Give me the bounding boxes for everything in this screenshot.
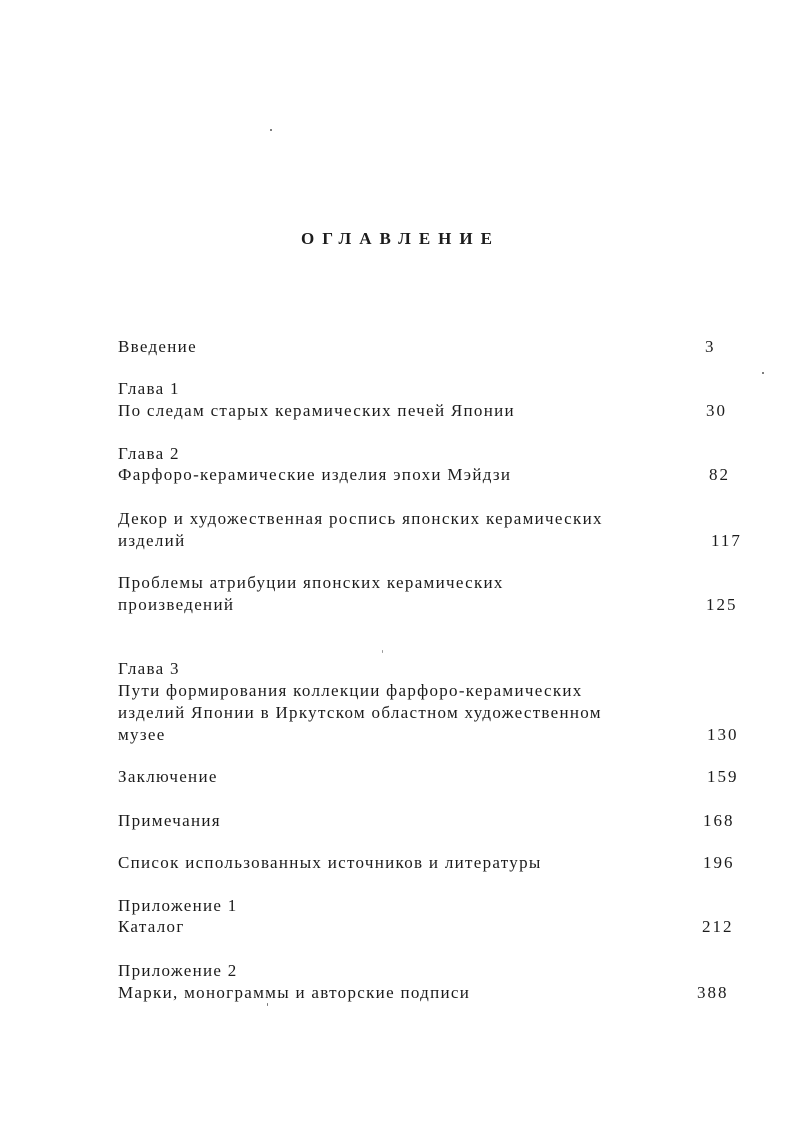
toc-entry-label-line: Пути формирования коллекции фарфоро-керамических	[118, 681, 583, 700]
toc-entry-label: Введение	[118, 337, 197, 356]
toc-entry-label-line: Проблемы атрибуции японских керамических	[118, 573, 504, 592]
toc-entry-page: 30	[706, 401, 727, 420]
toc-entry-label: Заключение	[118, 767, 218, 786]
toc-entry-label: По следам старых керамических печей Японии	[118, 401, 515, 420]
toc-entry-page: 130	[707, 725, 739, 744]
scan-speck	[270, 129, 272, 131]
toc-entry-page: 117	[711, 531, 742, 550]
toc-entry-page: 196	[703, 853, 735, 872]
toc-entry-page: 82	[709, 465, 730, 484]
toc-entry-prefix: Приложение 2	[118, 961, 238, 980]
toc-entry-label-line: произведений	[118, 595, 235, 614]
toc-entry-label-line: изделий Японии в Иркутском областном художественном	[118, 703, 602, 722]
toc-entry-page: 159	[707, 767, 739, 786]
toc-entry-label-line: изделий	[118, 531, 186, 550]
toc-entry-prefix: Глава 1	[118, 379, 180, 398]
toc-entry-prefix: Глава 2	[118, 444, 180, 463]
toc-entry-prefix: Глава 3	[118, 659, 180, 678]
page-title: ОГЛАВЛЕНИЕ	[301, 229, 500, 248]
toc-entry-page: 3	[705, 337, 716, 356]
toc-entry-label-line: Декор и художественная роспись японских керамических	[118, 509, 603, 528]
toc-entry-page: 388	[697, 983, 729, 1002]
toc-entry-prefix: Приложение 1	[118, 896, 238, 915]
scan-speck	[382, 650, 383, 653]
toc-entry-label: Примечания	[118, 811, 221, 830]
toc-entry-page: 125	[706, 595, 738, 614]
scan-speck	[762, 372, 764, 374]
scan-speck	[267, 1003, 268, 1006]
toc-entry-label: Список использованных источников и литературы	[118, 853, 542, 872]
toc-entry-label-line: музее	[118, 725, 166, 744]
toc-entry-label: Фарфоро-керамические изделия эпохи Мэйдзи	[118, 465, 512, 484]
toc-entry-page: 168	[703, 811, 735, 830]
toc-entry-label: Марки, монограммы и авторские подписи	[118, 983, 471, 1002]
toc-entry-page: 212	[702, 917, 734, 936]
toc-entry-label: Каталог	[118, 917, 185, 936]
